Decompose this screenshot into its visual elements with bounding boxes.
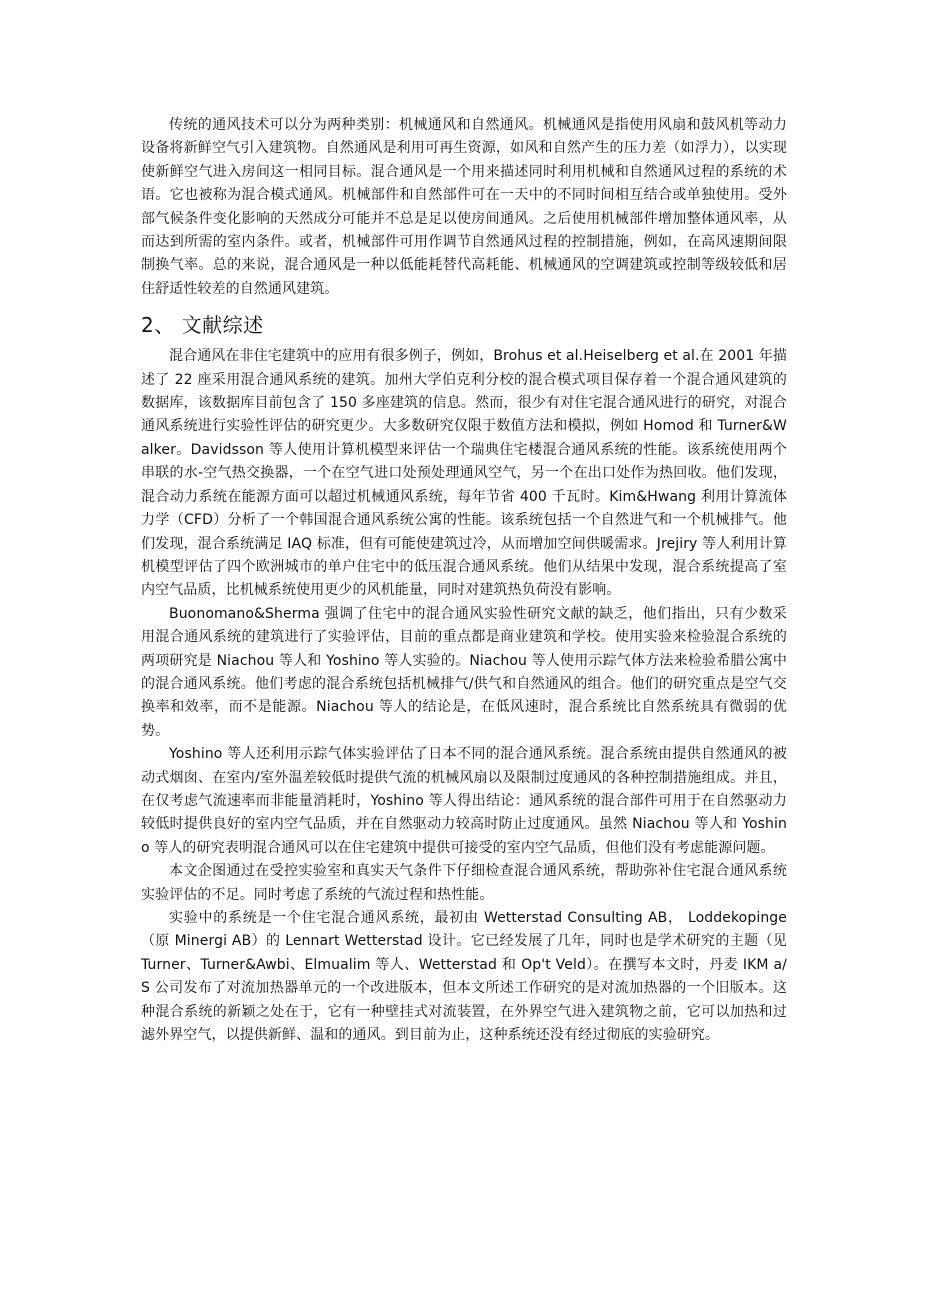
section-heading-literature-review: 2、 文献综述 xyxy=(141,313,264,338)
paragraph-review-yoshino: Yoshino 等人还利用示踪气体实验评估了日本不同的混合通风系统。混合系统由提供自然通风的被动式烟囱、在室内/室外温差较低时提供气流的机械风扇以及限制过度通风的各种控制措施组成。并且，在仅考虑气流速率而非能量消耗时，Yoshino 等人得出结论：通风系统的混合部件可用于在自然驱动力较低时提供良好的室内空气品质，并在自然驱动力较高时防止过度通风。虽然 Niachou 等人和 Yoshino 等人的研究表明混合通风可以在住宅建筑中提供可接受的室内空气品质，但他们没有考虑能源问题。 xyxy=(141,746,787,856)
paragraph-review-examples: 混合通风在非住宅建筑中的应用有很多例子，例如，Brohus et al.Heiselberg et al.在 2001 年描述了 22 座采用混合通风系统的建筑。加州大学伯克利分校的混合模式项目保存着一个混合通风建筑的数据库，该数据库目前包含了 150 多座建筑的信息。然而，很少有对住宅混合通风进行的研究，对混合通风系统进行实验性评估的研究更少。大多数研究仅限于数值方法和模拟，例如 Homod 和 Turner&Walker。Davidsson 等人使用计算机模型来评估一个瑞典住宅楼混合通风系统的性能。该系统使用两个串联的水-空气热交换器，一个在空气进口处预处理通风空气，另一个在出口处作为热回收。他们发现，混合动力系统在能源方面可以超过机械通风系统，每年节省 400 千瓦时。Kim&Hwang 利用计算流体力学（CFD）分析了一个韩国混合通风系统公寓的性能。该系统包括一个自然进气和一个机械排气。他们发现，混合系统满足 IAQ 标准，但有可能使建筑过冷，从而增加空间供暖需求。Jrejiry 等人利用计算机模型评估了四个欧洲城市的单户住宅中的低压混合通风系统。他们从结果中发现，混合系统提高了室内空气品质，比机械系统使用更少的风机能量，同时对建筑热负荷没有影响。 xyxy=(141,348,787,599)
document-body xyxy=(141,114,787,1047)
paragraph-review-system: 实验中的系统是一个住宅混合通风系统，最初由 Wetterstad Consulting AB， Loddekopinge（原 Minergi AB）的 Lennart Wetterstad 设计。它已经发展了几年，同时也是学术研究的主题（见 Turner、Turner&Awbi、Elmualim 等人、Wetterstad 和 Op't Veld）。在撰写本文时，丹麦 IKM a/S 公司发布了对流加热器单元的一个改进版本，但本文所述工作研究的是对流加热器的一个旧版本。这种混合系统的新颖之处在于，它有一种壁挂式对流装置，在外界空气进入建筑物之前，它可以加热和过滤外界空气，以提供新鲜、温和的通风。到目前为止，这种系统还没有经过彻底的实验研究。 xyxy=(141,910,787,1044)
paragraph-review-buonomano: Buonomano&Sherma 强调了住宅中的混合通风实验性研究文献的缺乏，他们指出，只有少数采用混合通风系统的建筑进行了实验评估，目前的重点都是商业建筑和学校。使用实验来检验混合系统的两项研究是 Niachou 等人和 Yoshino 等人实验的。Niachou 等人使用示踪气体方法来检验希腊公寓中的混合通风系统。他们考虑的混合系统包括机械排气/供气和自然通风的组合。他们的研究重点是空气交换率和效率，而不是能源。Niachou 等人的结论是，在低风速时，混合系统比自然系统具有微弱的优势。 xyxy=(141,605,787,739)
paragraph-intro-ventilation: 传统的通风技术可以分为两种类别：机械通风和自然通风。机械通风是指使用风扇和鼓风机等动力设备将新鲜空气引入建筑物。自然通风是利用可再生资源，如风和自然产生的压力差（如浮力），以实现使新鲜空气进入房间这一相同目标。混合通风是一个用来描述同时利用机械和自然通风过程的系统的术语。它也被称为混合模式通风。机械部件和自然部件可在一天中的不同时间相互结合或单独使用。受外部气候条件变化影响的天然成分可能并不总是足以使房间通风。之后使用机械部件增加整体通风率，从而达到所需的室内条件。或者，机械部件可用作调节自然通风过程的控制措施，例如，在高风速期间限制换气率。总的来说，混合通风是一种以低能耗替代高耗能、机械通风的空调建筑或控制等级较低和居住舒适性较差的自然通风建筑。 xyxy=(141,117,787,297)
paragraph-review-aim: 本文企图通过在受控实验室和真实天气条件下仔细检查混合通风系统，帮助弥补住宅混合通风系统实验评估的不足。同时考虑了系统的气流过程和热性能。 xyxy=(141,863,787,903)
